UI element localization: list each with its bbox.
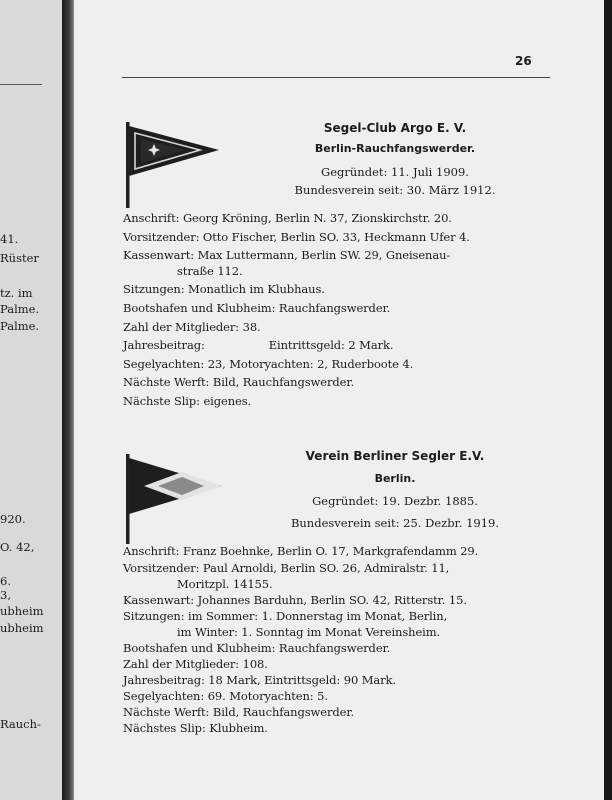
- left-page-line: tz. im: [0, 286, 33, 300]
- boats-line: Segelyachten: 23, Motoryachten: 2, Ruderboote 4.: [123, 357, 414, 371]
- treasurer-line: Kassenwart: Johannes Barduhn, Berlin SO. 42, Ritterstr. 15.: [123, 593, 467, 607]
- page-number: 26: [515, 54, 532, 68]
- chairman-line-cont: Moritzpl. 14155.: [177, 577, 273, 591]
- left-page-line: 3,: [0, 588, 11, 602]
- slip-line: Nächstes Slip: Klubheim.: [123, 721, 268, 735]
- club-name: Segel-Club Argo E. V.: [323, 121, 467, 135]
- treasurer-line-cont: straße 112.: [177, 264, 243, 278]
- argo-pennant-icon: [124, 120, 224, 212]
- chairman-line: Vorsitzender: Otto Fischer, Berlin SO. 33, Heckmann Ufer 4.: [123, 230, 470, 244]
- meetings-line: Sitzungen: Monatlich im Klubhaus.: [123, 282, 325, 296]
- club-location: Berlin.: [374, 472, 416, 485]
- left-page-line: Palme.: [0, 302, 40, 316]
- shipyard-line: Nächste Werft: Bild, Rauchfangswerder.: [123, 705, 355, 719]
- harbour-line: Bootshafen und Klubheim: Rauchfangswerder.: [123, 641, 391, 655]
- left-page-line: ubheim: [0, 604, 44, 618]
- harbour-line: Bootshafen und Klubheim: Rauchfangswerder.: [123, 301, 391, 315]
- fees-line: Jahresbeitrag: Eintrittsgeld: 2 Mark.: [123, 338, 394, 352]
- vbs-pennant-icon: [124, 452, 228, 546]
- left-page-line: ubheim: [0, 621, 44, 635]
- slip-line: Nächste Slip: eigenes.: [123, 394, 252, 408]
- fees-line: Jahresbeitrag: 18 Mark, Eintrittsgeld: 90 Mark.: [123, 673, 396, 687]
- members-line: Zahl der Mitglieder: 38.: [123, 320, 261, 334]
- treasurer-line: Kassenwart: Max Luttermann, Berlin SW. 29, Gneisenau-: [123, 248, 451, 262]
- member-since: Bundesverein seit: 25. Dezbr. 1919.: [290, 516, 500, 530]
- right-edge: [604, 0, 612, 800]
- left-page-line: 920.: [0, 512, 26, 526]
- left-page-rule: [0, 84, 42, 85]
- address-line: Anschrift: Georg Kröning, Berlin N. 37, Zionskirchstr. 20.: [123, 211, 452, 225]
- left-page-line: 41.: [0, 232, 19, 246]
- founded-date: Gegründet: 11. Juli 1909.: [321, 165, 469, 179]
- boats-line: Segelyachten: 69. Motoryachten: 5.: [123, 689, 328, 703]
- book-gutter: [62, 0, 74, 800]
- meetings-line-cont: im Winter: 1. Sonntag im Monat Vereinsheim.: [177, 625, 441, 639]
- club-location: Berlin-Rauchfangswerder.: [314, 142, 476, 155]
- left-page-line: Rüster: [0, 251, 39, 265]
- address-line: Anschrift: Franz Boehnke, Berlin O. 17, Markgrafendamm 29.: [123, 544, 479, 558]
- left-page: [0, 0, 62, 800]
- header-rule: [122, 77, 550, 78]
- meetings-line: Sitzungen: im Sommer: 1. Donnerstag im Monat, Berlin,: [123, 609, 448, 623]
- member-since: Bundesverein seit: 30. März 1912.: [294, 183, 496, 197]
- left-page-line: Rauch-: [0, 717, 41, 731]
- members-line: Zahl der Mitglieder: 108.: [123, 657, 268, 671]
- left-page-line: 6.: [0, 574, 11, 588]
- left-page-line: O. 42,: [0, 540, 35, 554]
- shipyard-line: Nächste Werft: Bild, Rauchfangswerder.: [123, 375, 355, 389]
- left-page-line: Palme.: [0, 319, 40, 333]
- chairman-line: Vorsitzender: Paul Arnoldi, Berlin SO. 26, Admiralstr. 11,: [123, 561, 450, 575]
- founded-date: Gegründet: 19. Dezbr. 1885.: [312, 494, 478, 508]
- club-name: Verein Berliner Segler E.V.: [305, 449, 485, 463]
